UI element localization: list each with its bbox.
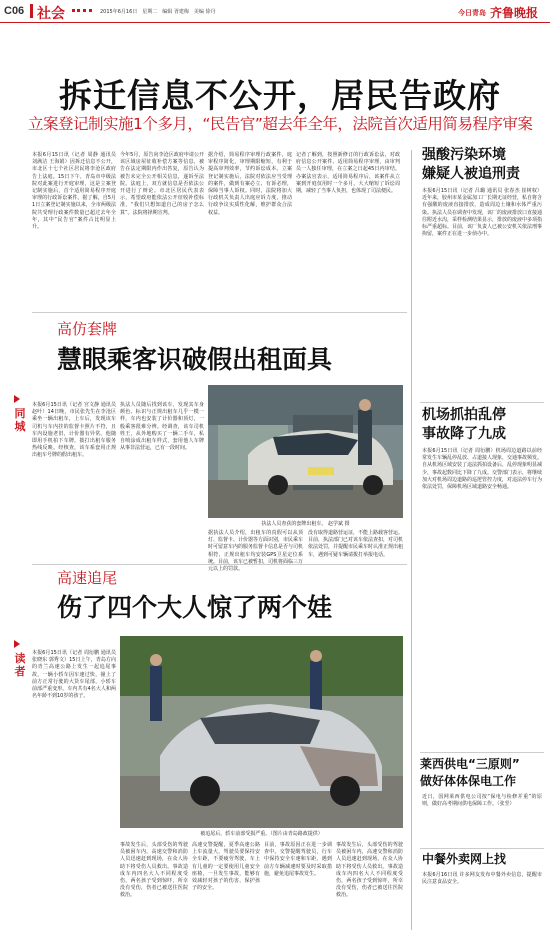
story3-kicker: 高速追尾 <box>57 569 118 587</box>
main-body-col2: 今年5月，原告向李沧区政府申请公开该区域房屋征收补偿方案等信息，被告在法定期限内作出答复，原告认为被告未完全公开相关信息，遂诉至法院。法庭上，双方就信息是否依法公开进行了辩论。市北区居民代表表示，希望政府能依法公开征收补偿标准，“我们只想知道自己的房子怎么算”。法院将择期宣判。 <box>120 152 204 216</box>
story2-side-label <box>14 395 26 433</box>
main-headline: 拆迁信息不公开，居民告政府 <box>59 76 501 115</box>
story3-body-col5: 事故发生后，头部受伤的驾驶员被困车内，高速交警和消防人员迅速赶到现场，在众人协助下将受伤人员救出。事故造成车内四名大人不同程度受伤，两名孩子受到惊吓，所幸没有受伤，伤者已被送往医院救治。 <box>336 842 403 899</box>
taxi-photo-icon <box>208 385 403 518</box>
story3-photo <box>120 636 403 828</box>
side-headline-4: 中餐外卖网上找 <box>422 852 507 866</box>
story3-body-col3: 高速交警提醒，夏季高速公路上车流量大，驾驶员要保持安全车距，不要疲劳驾驶，车上有儿童的一定要使用儿童安全座椅，一旦发生事故，能够有效减轻对孩子的伤害，保护孩子的安全。 <box>192 842 260 892</box>
side-headline-2 <box>422 406 542 444</box>
story2-body-col4: 没有取得道路营运证，不能上路载客营运。目前，执法部门已对该车依法查扣，对司机依法处罚，并提醒市民乘车时认准正规出租车，遇到可疑车辆请拨打举报电话。 <box>308 530 404 558</box>
main-body-col4: 记者了解到，按照新修订的行政诉讼法，对政府信息公开案件、适用简易程序审理，由审判员一人独任审理，在立案之日起45日内审结。办案法官表示，适用简易程序后，该案件从立案到开庭仅用时一个多月，大大缩短了诉讼周期，减轻了当事人负担，也体现了司法便民。 <box>296 152 400 195</box>
side-body-2: 本报6月15日讯（记者 周衍鹏）机场周边道路以前经常发生车辆乱停乱放、占道接人现象，交通事故频发。自从机场区域安装了违法抓拍设备后，乱停现象明显减少，事故起数同比下降了九成。交警部门表示，将继续加大对机场周边道路的巡逻管控力度，对违法停车行为依法处罚，保障机场区域道路安全畅通。 <box>422 448 543 491</box>
side-headline-2-line1: 机场抓拍乱停 <box>422 407 506 423</box>
section-dots <box>72 9 92 16</box>
story3-caption: 被追尾后，轿车前部受损严重。（图片由青岛路政提供） <box>200 831 323 837</box>
side-body-1: 本报6月15日讯（记者 吕璐 通讯员 张春杰 崔树权）近年来，胶州市某金属加工厂长期无证经营，私自将含有强酸的废液直接排放，造成周边土壤和水体严重污染。执法人员在调查中发现，该厂的废液排放口直接通往附近水沟，采样检测结果显示，排放的废液中多项指标严重超标。目前，该厂负责人已被公安机关依法刑事拘留，案件正在进一步侦办中。 <box>422 188 543 238</box>
story2-kicker: 高仿套牌 <box>57 320 118 338</box>
triangle-icon <box>14 395 20 403</box>
side-headline-1 <box>422 146 542 184</box>
right-column-divider <box>411 150 412 930</box>
date-line: 2015年6月16日 星期二 编辑 胥建梅 美编 徐丹 <box>100 9 216 15</box>
crash-photo-icon <box>120 636 403 828</box>
section-marker <box>30 4 33 18</box>
story2-vertical-label: 同 城 <box>14 407 26 433</box>
logo-left: 今日青岛 <box>458 9 486 17</box>
side-rule-3 <box>420 848 544 849</box>
side-body-4: 本报6月16日讯 许多网友发布中餐外卖信息，提醒市民注意食品安全。 <box>422 872 542 886</box>
newspaper-logo: 齐鲁晚报 <box>490 6 539 20</box>
side-rule-2 <box>420 752 544 753</box>
section-title: 社会 <box>37 6 65 22</box>
page-header <box>0 0 550 22</box>
story3-headline: 伤了四个大人惊了两个娃 <box>57 593 333 622</box>
side-headline-3-line2: 做好体体保电工作 <box>420 774 517 788</box>
story3-body-col1: 本报6月15日讯（记者 周衍鹏 通讯员 张晓东 郭秀文）15日上午，青岛方向的青兰高速公路上发生一起追尾事故，一辆小轿车因车速过快，撞上了前方正常行驶的大货车尾部，小轿车前部严重变形。车内共有4名大人和两名年龄不到10岁的孩子。 <box>32 650 116 700</box>
story2-headline: 慧眼乘客识破假出租面具 <box>57 345 333 374</box>
page-number: C06 <box>4 5 25 17</box>
story3-body-col4: 目前，事故原因正在进一步调查中。交警提醒驾驶员，行车中保持安全车速和车距，遇到前方车辆减速时要及时采取措施，避免追尾事故发生。 <box>264 842 332 877</box>
main-body-col1: 本报6月15日讯（记者 周静 通讯员 刘满洁 王海娟）因拆迁信息不公开，市北区十七个社区居民将李沧区政府告上法庭。15日下午，青岛市中级法院对此案进行开庭审理，这是立案登记制实施后，首个适用简易程序开庭审理的行政诉讼案件。据了解，自5月1日立案登记制实施以来，全市两级法院共受理行政案件数量已超过去年全年，其中“民告官”案件占比明显上升。 <box>32 152 116 231</box>
story2-body-col1: 本报6月15日讯（记者 宫文静 通讯员 赵叶）14日晚，市民张先生在李沧区乘坐一辆出租车，上车后，发现该车司机与车内挂的监督卡照片不符，且车内设施老旧，计价器有异常。他随即用手机拍下车牌，拨打出租车服务热线反映。经核查，该车系套用正规出租车号牌的假出租车。 <box>32 402 116 459</box>
triangle-icon <box>14 640 20 648</box>
side-headline-3 <box>420 756 546 790</box>
story2-caption: 执法人员查获的套牌出租车。 赵学斌 摄 <box>261 521 350 527</box>
story3-body-col2: 事故发生后，头部受伤的驾驶员被困车内，高速交警和消防人员迅速赶到现场，在众人协助下将受伤人员救出。事故造成车内四名大人不同程度受伤，两名孩子受到惊吓，所幸没有受伤，伤者已被送往医院救治。 <box>120 842 188 899</box>
side-headline-3-line1: 莱西供电“三原则” <box>420 757 520 771</box>
side-rule-1 <box>420 402 544 403</box>
story2-body-col2: 执法人员随后找到该车，发现其车身颜色、标识与正规出租车几乎一模一样，车内也安装了计价器和顶灯，一般乘客很难分辨。经调查，该车司机姓王，从外地购买了一辆二手车，私自喷涂成出租车样式，套用他人车牌从事非法营运，已有一段时间。 <box>120 402 204 452</box>
side-body-3: 近日，国网莱西供电公司按“保电与检修并重”的原则，做好高考期间供电保障工作。（张竖） <box>422 794 542 808</box>
story2-body-col3: 据执法人员介绍，出租车的真假可以从顶灯、监督卡、计价器等方面识别，市民乘车时可留意车内的服务监督卡信息是否与司机相符，正规出租车均安装GPS卫星定位系统。目前，该车已被暂扣，司机将面临三万元以上的罚款。 <box>208 530 304 573</box>
side-headline-1-line1: 强酸污染环境 <box>422 147 506 163</box>
side-headline-1-line2: 嫌疑人被追刑责 <box>422 166 520 182</box>
main-story-rule <box>32 312 407 313</box>
main-subtitle: 立案登记制实施1个多月，“民告官”超去年全年，法院首次适用简易程序审案 <box>28 115 533 133</box>
main-body-col3: 据介绍，简易程序审理行政案件，庭审程序简化，审理期限缩短，有利于提高审判效率，节约诉讼成本。立案登记制实施后，法院对依法应当受理的案件，做到有案必立、有诉必理，保障当事人诉权。同时，法院将加大行政机关负责人出庭应诉力度，推动行政争议实质性化解，维护群众合法权益。 <box>208 152 292 216</box>
story2-photo <box>208 385 403 518</box>
story3-vertical-label: 读 者 <box>14 652 26 678</box>
story3-side-label <box>14 640 26 678</box>
story2-rule <box>32 564 407 565</box>
header-rule <box>0 22 550 23</box>
side-headline-2-line2: 事故降了九成 <box>422 426 506 442</box>
